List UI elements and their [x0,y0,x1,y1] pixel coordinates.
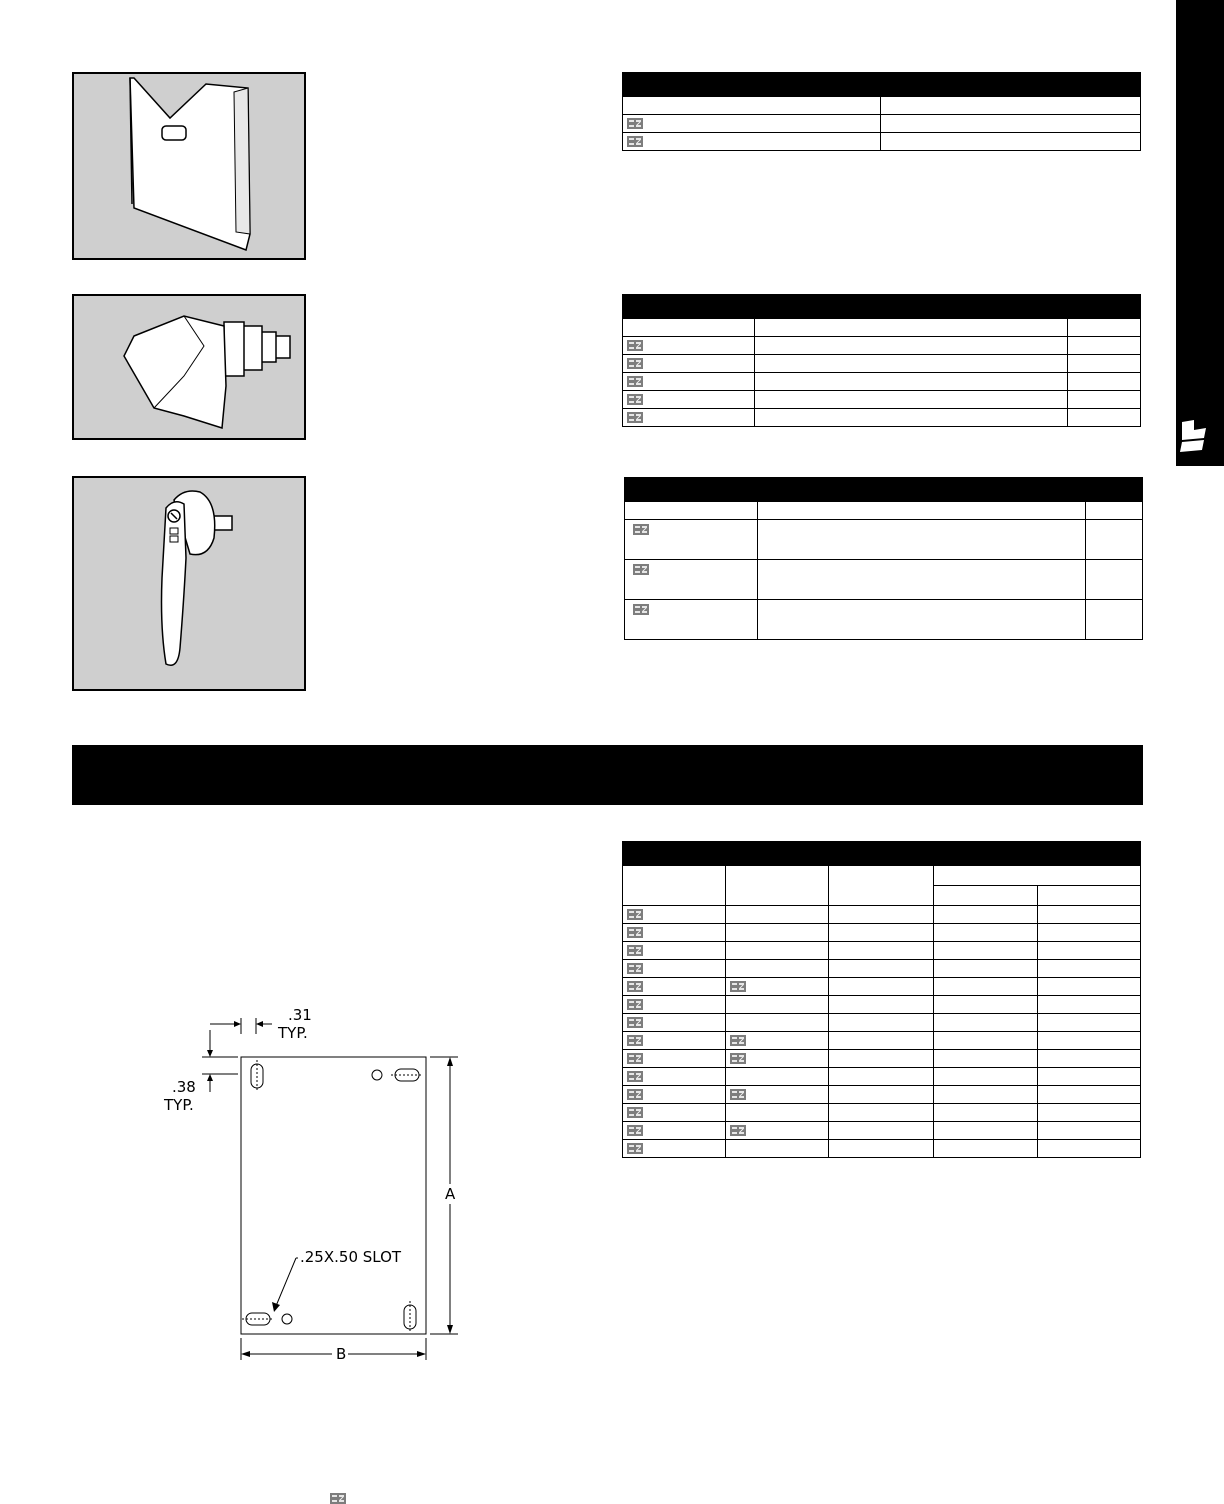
ez-icon [627,999,643,1010]
dim-a-label: A [445,1185,456,1203]
lever-handle-illustration [74,478,304,689]
ez-icon [330,1493,346,1504]
side-tab [1176,0,1224,466]
dim-left-typ-label: TYP. [164,1096,194,1114]
section-banner [72,745,1143,805]
ez-icon [627,1017,643,1028]
ez-icon [627,394,643,405]
ez-icon [730,981,746,992]
ez-icon [627,1053,643,1064]
ez-icon [627,358,643,369]
ez-icon [627,1143,643,1154]
ez-icon [627,136,643,147]
slot-label: .25X.50 SLOT [300,1248,402,1266]
ez-icon [627,412,643,423]
ez-icon [633,564,649,575]
ez-icon [627,981,643,992]
mounting-plate-drawing [150,1000,470,1370]
spec-table-3 [624,477,1143,640]
ez-icon [627,1089,643,1100]
ez-icon [627,376,643,387]
spec-table-4 [622,841,1141,1158]
ez-icon [730,1125,746,1136]
ez-icon [730,1089,746,1100]
product-photo-wing-knob [72,294,306,440]
section-tab-icon [1176,0,1224,466]
ez-icon [627,340,643,351]
dim-b-label: B [336,1345,347,1363]
ez-icon [627,1071,643,1082]
ez-icon [627,963,643,974]
dim-top-typ-label: TYP. [278,1024,308,1042]
dim-top-label: .31 [288,1006,312,1024]
mounting-plate-illustration [74,74,304,258]
product-photo-plate [72,72,306,260]
ez-icon [627,945,643,956]
ez-icon [627,927,643,938]
ez-icon [627,1125,643,1136]
ez-icon [730,1035,746,1046]
ez-icon [627,1107,643,1118]
dim-left-label: .38 [172,1078,196,1096]
ez-icon [627,909,643,920]
ez-icon [633,524,649,535]
ez-icon [633,604,649,615]
product-photo-lever-handle [72,476,306,691]
ez-icon [730,1053,746,1064]
ez-icon [627,1035,643,1046]
spec-table-1 [622,72,1141,151]
wing-knob-latch-illustration [74,296,304,438]
spec-table-2 [622,294,1141,427]
ez-icon [627,118,643,129]
